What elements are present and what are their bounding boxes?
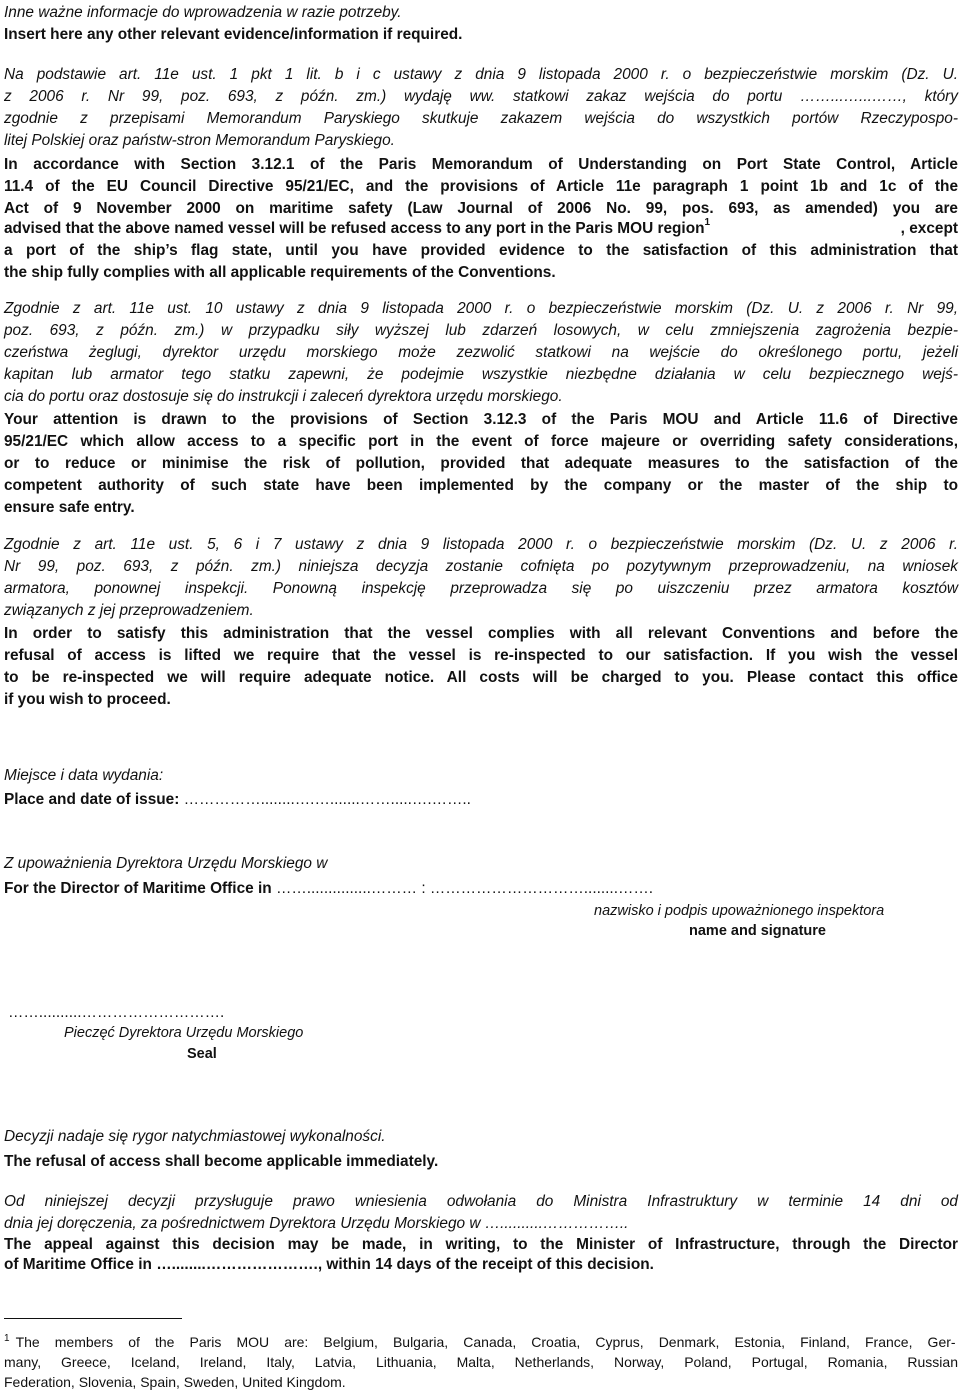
refusal-en-text: advised that the above named vessel will be refused access to any port in the Paris MOU region [4, 220, 705, 237]
refusal-en-except: , except [900, 220, 958, 237]
footnote-line: Federation, Slovenia, Spain, Sweden, United Kingdom. [4, 1374, 346, 1390]
force-majeure-en-line: Your attention is drawn to the provisions of Section 3.12.3 of the Paris MOU and Article 11.6 of Directive [4, 411, 958, 428]
refusal-en-line: a port of the ship’s flag state, until you have provided evidence to the satisfaction of this administration that [4, 242, 958, 259]
refusal-en-line: Act of 9 November 2000 on maritime safety (Law Journal of 2006 No. 99, pos. 693, as amended) you are [4, 200, 958, 217]
seal-field: ……..........………………………. [8, 1004, 225, 1021]
place-date-label: Place and date of issue: [4, 791, 180, 808]
signature-label-pl: nazwisko i podpis upoważnionego inspektora [594, 903, 885, 919]
reinspection-en-line: if you wish to proceed. [4, 691, 171, 708]
reinspection-en-line: to be re-inspected we will require adequate notice. All costs will be charged to you. Please contact this office [4, 669, 958, 686]
place-date-field: ……………........….….......…….....….…….. [183, 791, 471, 808]
footnote-line [4, 1332, 958, 1352]
force-majeure-en-line: ensure safe entry. [4, 499, 135, 516]
force-majeure-pl-line: Zgodnie z art. 11e ust. 10 ustawy z dnia 9 listopada 2000 r. o bezpieczeństwie morskim (Dz. U. z 2006 r. Nr 99, [4, 300, 958, 317]
seal-label-en: Seal [187, 1046, 217, 1062]
footnote-number: 1 [4, 1333, 10, 1344]
other-info-pl: Inne ważne informacje do wprowadzenia w razie potrzeby. [4, 4, 402, 21]
refusal-en-line: the ship fully complies with all applicable requirements of the Conventions. [4, 264, 556, 281]
director-office-label: For the Director of Maritime Office in [4, 880, 272, 897]
force-majeure-en-line: 95/21/EC which allow access to a specific port in the event of force majeure or overriding safety considerations, [4, 433, 958, 450]
other-info-en: Insert here any other relevant evidence/information if required. [4, 26, 463, 43]
force-majeure-en-line: competent authority of such state have been implemented by the company or the master of the ship to [4, 477, 958, 494]
reinspection-pl-line: armatora, ponownej inspekcji. Ponowną inspekcję przeprowadza się po uiszczeniu przez armatora kosztów [4, 580, 958, 597]
reinspection-en-line: refusal of access is lifted we require that the vessel is re-inspected to our satisfaction. If you wish the vessel [4, 647, 958, 664]
reinspection-pl-line: związanych z jej przeprowadzeniem. [4, 602, 254, 619]
refusal-en-line: In accordance with Section 3.12.1 of the Paris Memorandum of Understanding on Port State Control, Article [4, 156, 958, 173]
refusal-en-line-with-footnote [4, 216, 958, 239]
force-majeure-pl-line: kapitan lub armator tego statku zapewni, że podejmie wszystkie niezbędne działania w celu bezpiecznego wejś- [4, 366, 958, 383]
signature-label-en: name and signature [689, 923, 826, 939]
refusal-pl-line: z 2006 r. Nr 99, poz. 693, z późn. zm.) wydaję ww. statkowi zakaz wejścia do portu ……...…...……, który [4, 88, 958, 105]
refusal-pl-line: Na podstawie art. 11e ust. 1 pkt 1 lit. b i c ustawy z dnia 9 listopada 2000 r. o bezpieczeństwie morskim (Dz. U. [4, 66, 958, 83]
force-majeure-en-line: or to reduce or minimise the risk of pollution, provided that adequate measures to the satisfaction of the [4, 455, 958, 472]
refusal-pl-line: zgodnie z przepisami Memorandum Paryskiego skutkuje zakazem wejścia do wszystkich portów Rzeczypospo- [4, 110, 958, 127]
appeal-pl-line: dnia jej doręczenia, za pośrednictwem Dyrektora Urzędu Morskiego w …..........…………….. [4, 1215, 629, 1232]
director-authority-pl: Z upoważnienia Dyrektora Urzędu Morskiego w [4, 855, 328, 872]
footnote-divider [4, 1318, 182, 1319]
force-majeure-pl-line: cia do portu oraz dostosuje się do instrukcji i zaleceń dyrektora urzędu morskiego. [4, 388, 563, 405]
reinspection-pl-line: Nr 99, poz. 693, z późn. zm.) niniejsza decyzja zostanie cofnięta po pozytywnym przeprowadzeniu, na wniosek [4, 558, 958, 575]
place-date-label-pl: Miejsce i data wydania: [4, 767, 164, 784]
force-majeure-pl-line: poz. 693, z późn. zm.) w przypadku siły wyższej lub zdarzeń losowych, w celu zmniejszenia zagrożenia bezpie- [4, 322, 958, 339]
appeal-en-line: of Maritime Office in …........…………………., within 14 days of the receipt of this decision. [4, 1256, 654, 1273]
refusal-en-line: 11.4 of the EU Council Directive 95/21/EC, and the provisions of Article 11e paragraph 1 point 1b and 1c of the [4, 178, 958, 195]
appeal-pl-line: Od niniejszej decyzji przysługuje prawo wniesienia odwołania do Ministra Infrastruktury w terminie 14 dni od [4, 1193, 958, 1210]
seal-label-pl: Pieczęć Dyrektora Urzędu Morskiego [64, 1025, 304, 1041]
footnote-text: The members of the Paris MOU are: Belgium, Bulgaria, Canada, Croatia, Cyprus, Denmark, Estonia, Finland, France, Ger- [15, 1334, 956, 1350]
director-office-field: ……...............……… : …………………………........……. [275, 880, 654, 897]
place-date-label-en [4, 790, 471, 810]
reinspection-pl-line: Zgodnie z art. 11e ust. 5, 6 i 7 ustawy z dnia 9 listopada 2000 r. o bezpieczeństwie morskim (Dz. U. z 2006 r. [4, 536, 958, 553]
footnote-line: many, Greece, Iceland, Ireland, Italy, Latvia, Lithuania, Malta, Netherlands, Norway, Poland, Portugal, Romania, Russian [4, 1354, 958, 1370]
footnote-ref: 1 [704, 216, 711, 228]
force-majeure-pl-line: czeństwa żeglugi, dyrektor urzędu morskiego może zezwolić statkowi na wejście do określonego portu, jeżeli [4, 344, 958, 361]
reinspection-en-line: In order to satisfy this administration that the vessel complies with all relevant Conventions and before the [4, 625, 958, 642]
immediate-pl: Decyzji nadaje się rygor natychmiastowej wykonalności. [4, 1128, 386, 1145]
director-authority-en [4, 879, 653, 899]
immediate-en: The refusal of access shall become applicable immediately. [4, 1153, 439, 1170]
appeal-en-line: The appeal against this decision may be made, in writing, to the Minister of Infrastructure, through the Director [4, 1236, 958, 1253]
refusal-pl-line: litej Polskiej oraz państw-stron Memorandum Paryskiego. [4, 132, 395, 149]
